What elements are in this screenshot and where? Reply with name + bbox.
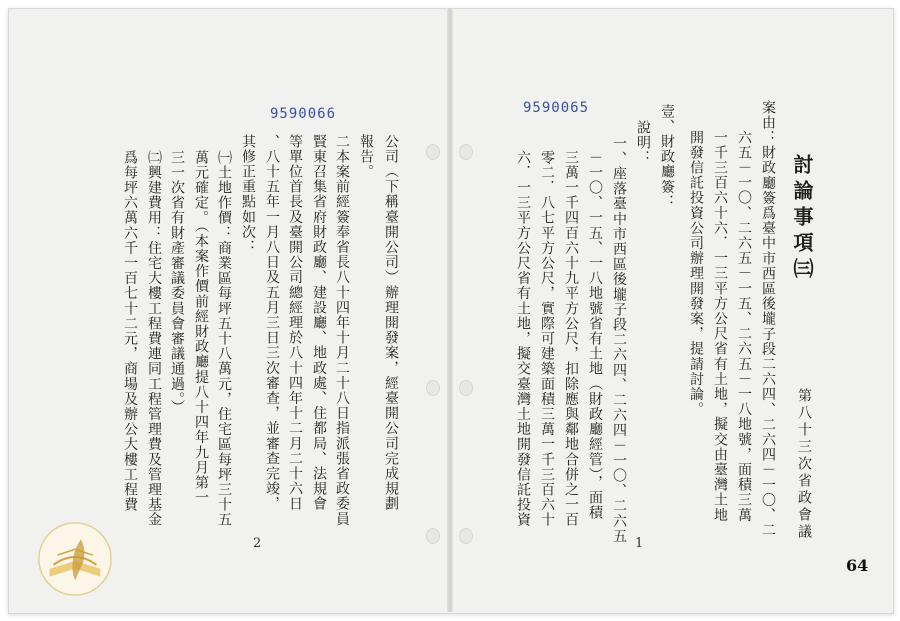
text-column: －一〇、一五、一八地號省有土地（財政廳經管），面積 [587, 150, 603, 521]
text-column: 案由：財政廳簽爲臺中市西區後壠子段二六四、二六四－一〇、二 [760, 100, 776, 538]
right-page [453, 8, 892, 612]
archive-stamp: 9590065 [523, 100, 590, 116]
text-column: 開發信託投資公司辦理開發案，提請討論。 [688, 130, 704, 417]
text-column: 爲每坪六萬六千一百七十二元，商場及辦公大樓工程費 [122, 150, 138, 513]
text-column: 其修正重點如次： [240, 134, 256, 255]
punch-hole [426, 528, 440, 544]
text-column: 公司（下稱臺開公司）辦理開發案，經臺開公司完成規劃 [383, 134, 399, 512]
text-column: 零二．八七平方公尺，實際可建築面積三萬一千三百六十 [539, 150, 555, 528]
text-column: 三萬一千四百六十九平方公尺，扣除應與鄰地合併之一百 [563, 150, 579, 528]
text-column: 六．一三平方公尺省有土地，擬交臺灣土地開發信託投資 [515, 150, 531, 528]
text-column: 報告。 [358, 134, 374, 180]
punch-hole [459, 380, 473, 396]
text-column: 壹、財政廳簽： [659, 104, 675, 210]
text-column: 二本案前經簽奉省長八十四年十月二十八日指派張省政委員 [334, 134, 350, 527]
text-column: 一、座落臺中市西區後壠子段二六四、二六四－一〇、二六五 [611, 136, 627, 544]
section-heading: 討論事項㈢ [790, 154, 814, 284]
left-page [8, 8, 448, 612]
punch-hole [459, 528, 473, 544]
page-number: 2 [253, 536, 262, 551]
text-column: 賢東召集省府財政廳、建設廳、地政處、住都局、法規會 [311, 134, 327, 512]
text-column: ㈠土地作價：商業區每坪五十八萬元，住宅區每坪三十五 [216, 150, 232, 528]
text-column: 三一次省有財產審議委員會審議通過。） [169, 150, 185, 415]
meeting-title: 第八十三次省政會議 [796, 388, 812, 541]
sheet-number: 64 [846, 556, 869, 575]
text-column: 等單位首長及臺開公司總經理於八十四年十二月二十六日 [287, 134, 303, 512]
punch-hole [426, 144, 440, 160]
library-logo-icon [36, 520, 114, 598]
text-column: ㈡興建費用：住宅大樓工程費連同工程管理費及管理基金 [146, 150, 162, 528]
text-column: 、八十五年一月八日及五月三日三次審查，並審查完竣， [264, 134, 280, 512]
text-column: 一千三百六十六．一三平方公尺省有土地，擬交由臺灣土地 [712, 130, 728, 523]
archive-stamp: 9590066 [270, 106, 337, 122]
text-column: 說明： [635, 120, 651, 166]
text-column: 六五－一〇、二六五－一五、二六五－一八地號，面積三萬 [736, 130, 752, 523]
page-number: 1 [635, 536, 644, 551]
punch-hole [459, 144, 473, 160]
text-column: 萬元確定。（本案作價前經財政廳提八十四年九月第一 [193, 150, 209, 506]
punch-hole [426, 380, 440, 396]
